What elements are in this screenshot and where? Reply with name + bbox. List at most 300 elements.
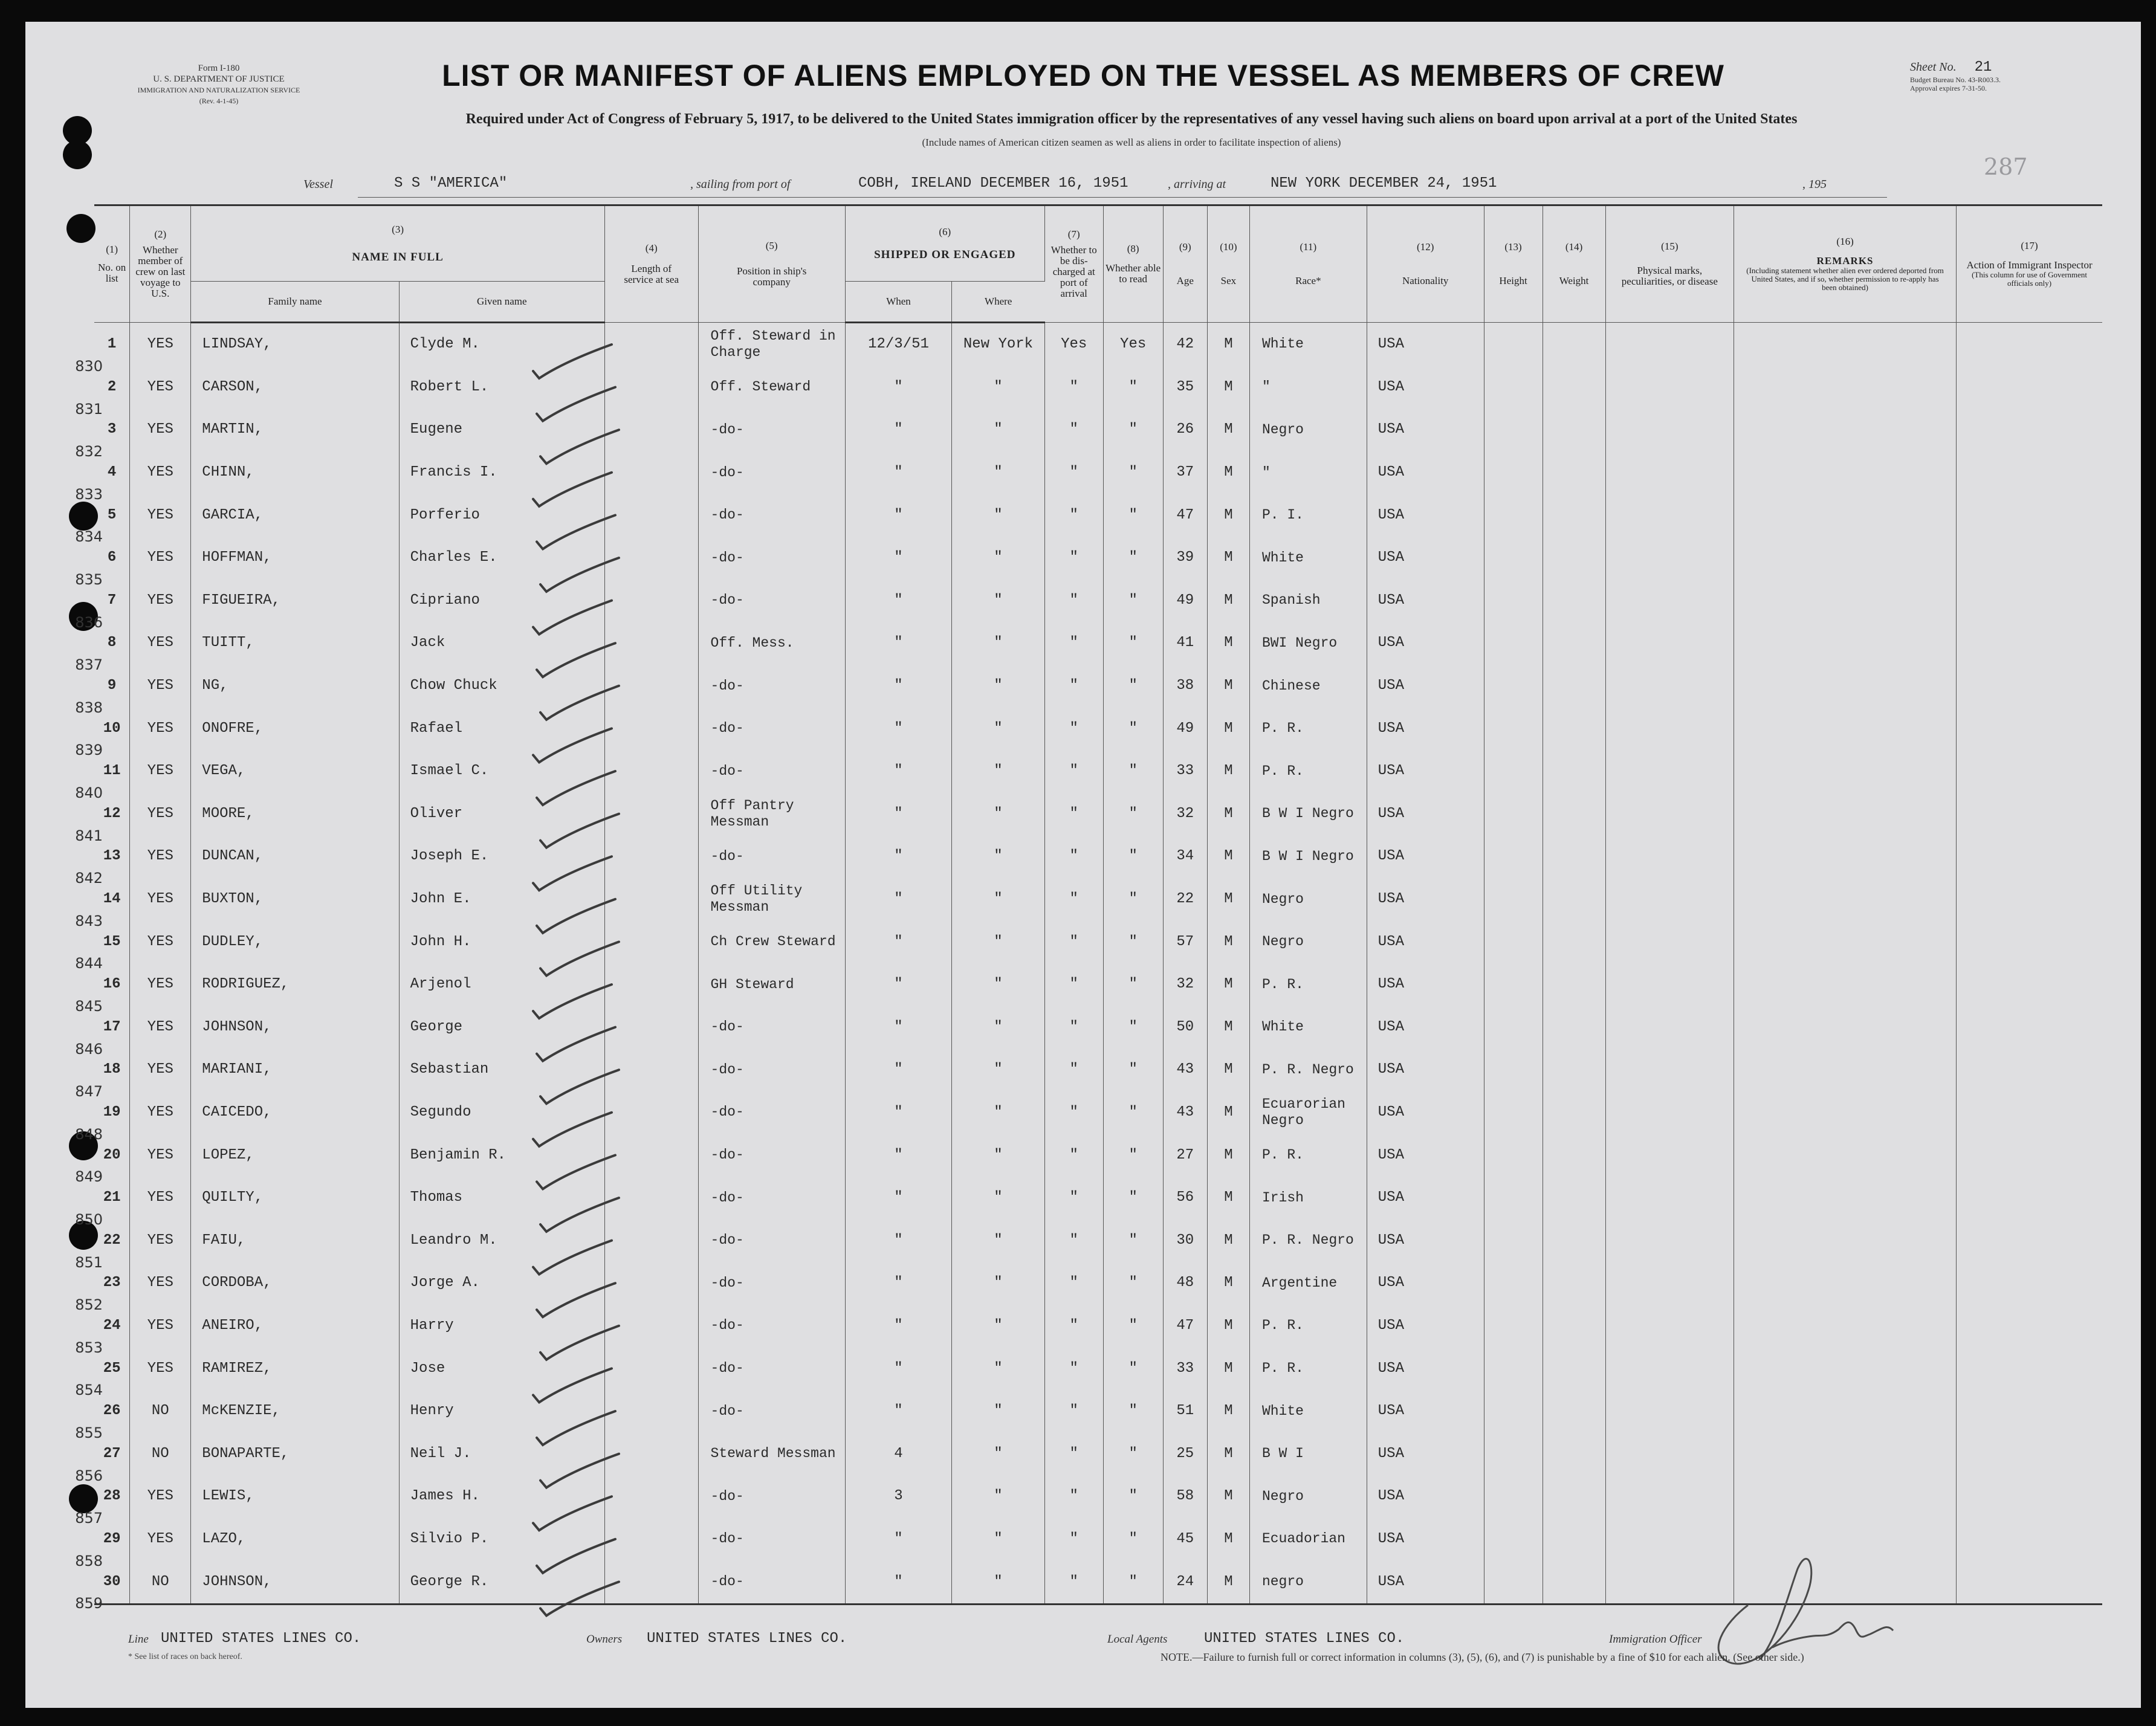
row-number: 16 [94, 963, 130, 1006]
family-name-cell: CARSON, [191, 366, 399, 409]
position-cell: -do- [698, 1475, 845, 1518]
age-cell: 43 [1163, 1091, 1207, 1134]
check-mark [540, 814, 619, 848]
margin-line-number: 858 [75, 1552, 103, 1569]
sex-cell: M [1207, 622, 1249, 665]
age-cell: 47 [1163, 1305, 1207, 1348]
family-name-cell: JOHNSON, [191, 1560, 399, 1604]
where-cell: " [952, 1049, 1045, 1091]
col-label: Nationality [1402, 275, 1449, 286]
discharged-cell: " [1044, 537, 1103, 580]
sex-cell: M [1207, 1390, 1249, 1433]
where-cell: " [952, 1560, 1045, 1604]
header-when: When [845, 282, 951, 323]
read-cell: " [1103, 1219, 1163, 1262]
margin-line-number: 842 [75, 870, 103, 887]
given-name-cell: Robert L. [399, 366, 604, 409]
position-cell: -do- [698, 409, 845, 451]
given-name-cell: Joseph E. [399, 835, 604, 878]
family-name-cell: LEWIS, [191, 1475, 399, 1518]
last-voyage-cell: YES [130, 835, 191, 878]
line-label: Line [128, 1633, 149, 1646]
given-name-cell: Cipriano [399, 580, 604, 622]
margin-line-number: 857 [75, 1510, 103, 1527]
sex-cell: M [1207, 1219, 1249, 1262]
position-cell: -do- [698, 494, 845, 537]
margin-line-number: 845 [75, 998, 103, 1015]
sex-cell: M [1207, 1432, 1249, 1475]
row-number: 13 [94, 835, 130, 878]
margin-line-number: 859 [75, 1595, 103, 1612]
read-cell: Yes [1103, 323, 1163, 366]
where-cell: " [952, 835, 1045, 878]
given-name-cell: John E. [399, 878, 604, 921]
last-voyage-cell: NO [130, 1560, 191, 1604]
check-mark [533, 1241, 612, 1275]
family-name-cell: McKENZIE, [191, 1390, 399, 1433]
when-cell: 12/3/51 [845, 323, 951, 366]
discharged-cell: " [1044, 1134, 1103, 1177]
officer-label: Immigration Officer [1609, 1633, 1702, 1646]
given-name-cell: Sebastian [399, 1049, 604, 1091]
family-name-cell: QUILTY, [191, 1177, 399, 1220]
given-name-cell: Oliver [399, 793, 604, 836]
nationality-cell: USA [1367, 1177, 1484, 1220]
check-mark [533, 1113, 612, 1146]
sex-cell: M [1207, 1049, 1249, 1091]
form-rev: (Rev. 4-1-45) [199, 97, 239, 105]
where-cell: New York [952, 323, 1045, 366]
last-voyage-cell: YES [130, 1475, 191, 1518]
discharged-cell: " [1044, 1347, 1103, 1390]
last-voyage-cell: YES [130, 1134, 191, 1177]
race-cell: P. I. [1249, 494, 1367, 537]
margin-line-number: 835 [75, 571, 103, 588]
race-cell: " [1249, 451, 1367, 494]
margin-line-number: 850 [75, 1211, 103, 1228]
age-cell: 25 [1163, 1432, 1207, 1475]
family-name-cell: ONOFRE, [191, 707, 399, 750]
where-cell: " [952, 1475, 1045, 1518]
when-cell: " [845, 963, 951, 1006]
age-cell: 38 [1163, 665, 1207, 708]
given-name-cell: Ismael C. [399, 750, 604, 793]
when-cell: " [845, 1305, 951, 1348]
age-cell: 43 [1163, 1049, 1207, 1091]
read-cell: " [1103, 494, 1163, 537]
position-cell: Off Utility Messman [698, 878, 845, 921]
read-cell: " [1103, 1432, 1163, 1475]
read-cell: " [1103, 1006, 1163, 1049]
sailing-from: COBH, IRELAND DECEMBER 16, 1951 [858, 175, 1128, 192]
check-mark [540, 430, 619, 464]
col-label: Whether able to read [1106, 262, 1161, 285]
row-number: 8 [94, 622, 130, 665]
given-name-cell: Henry [399, 1390, 604, 1433]
approval-expires: Approval expires 7-31-50. [1910, 84, 1987, 92]
race-cell: White [1249, 1006, 1367, 1049]
margin-line-number: 844 [75, 955, 103, 972]
when-cell: " [845, 1049, 951, 1091]
nationality-cell: USA [1367, 409, 1484, 451]
row-number: 17 [94, 1006, 130, 1049]
position-cell: -do- [698, 1219, 845, 1262]
given-name-cell: Leandro M. [399, 1219, 604, 1262]
where-cell: " [952, 1177, 1045, 1220]
family-name-cell: DUDLEY, [191, 920, 399, 963]
row-number: 29 [94, 1518, 130, 1561]
row-number: 12 [94, 793, 130, 836]
family-name-cell: TUITT, [191, 622, 399, 665]
nationality-cell: USA [1367, 494, 1484, 537]
owners-value: UNITED STATES LINES CO. [647, 1631, 847, 1647]
race-cell: Negro [1249, 878, 1367, 921]
col-sublabel: (Including statement whether alien ever ordered deported from United States, and if so, whether permission to re-apply has been obtained) [1746, 266, 1944, 292]
nationality-cell: USA [1367, 707, 1484, 750]
nationality-cell: USA [1367, 793, 1484, 836]
age-cell: 49 [1163, 707, 1207, 750]
col-label: Height [1499, 275, 1527, 286]
nationality-cell: USA [1367, 537, 1484, 580]
margin-line-number: 856 [75, 1467, 103, 1484]
discharged-cell: " [1044, 707, 1103, 750]
sex-cell: M [1207, 1347, 1249, 1390]
read-cell: " [1103, 1518, 1163, 1561]
family-name-cell: BUXTON, [191, 878, 399, 921]
col-num: (9) [1179, 241, 1191, 253]
race-cell: Chinese [1249, 665, 1367, 708]
nationality-cell: USA [1367, 1347, 1484, 1390]
last-voyage-cell: YES [130, 707, 191, 750]
position-cell: Off. Mess. [698, 622, 845, 665]
col-num: (4) [645, 242, 658, 254]
last-voyage-cell: YES [130, 878, 191, 921]
age-cell: 32 [1163, 793, 1207, 836]
nationality-cell: USA [1367, 366, 1484, 409]
sex-cell: M [1207, 1518, 1249, 1561]
when-cell: " [845, 1390, 951, 1433]
nationality-cell: USA [1367, 580, 1484, 622]
read-cell: " [1103, 622, 1163, 665]
last-voyage-cell: YES [130, 537, 191, 580]
position-cell: Off. Steward in Charge [698, 323, 845, 366]
where-cell: " [952, 366, 1045, 409]
age-cell: 41 [1163, 622, 1207, 665]
race-cell: White [1249, 323, 1367, 366]
nationality-cell: USA [1367, 451, 1484, 494]
family-name-cell: JOHNSON, [191, 1006, 399, 1049]
family-name-cell: NG, [191, 665, 399, 708]
margin-line-number: 838 [75, 699, 103, 716]
check-mark [537, 1539, 615, 1573]
family-name-cell: CAICEDO, [191, 1091, 399, 1134]
age-cell: 42 [1163, 323, 1207, 366]
last-voyage-cell: YES [130, 665, 191, 708]
stamp-number: 287 [1984, 154, 2028, 180]
row-number: 27 [94, 1432, 130, 1475]
sex-cell: M [1207, 1006, 1249, 1049]
where-cell: " [952, 1390, 1045, 1433]
line-value: UNITED STATES LINES CO. [161, 1631, 361, 1647]
when-cell: " [845, 835, 951, 878]
age-cell: 39 [1163, 537, 1207, 580]
nationality-cell: USA [1367, 963, 1484, 1006]
read-cell: " [1103, 920, 1163, 963]
sex-cell: M [1207, 1305, 1249, 1348]
col-num: (6) [939, 226, 951, 238]
check-mark [540, 1198, 619, 1232]
year-suffix: , 195 [1802, 178, 1827, 191]
row-number: 6 [94, 537, 130, 580]
margin-line-number: 841 [75, 827, 103, 844]
position-cell: -do- [698, 750, 845, 793]
discharged-cell: " [1044, 366, 1103, 409]
col-label: Whether member of crew on last voyage to U.S. [135, 244, 186, 299]
check-mark [533, 728, 612, 762]
check-mark [540, 686, 619, 720]
margin-line-number: 839 [75, 742, 103, 759]
col-label: Position in ship's company [736, 265, 807, 288]
last-voyage-cell: YES [130, 1049, 191, 1091]
position-cell: GH Steward [698, 963, 845, 1006]
sex-cell: M [1207, 878, 1249, 921]
position-cell: Steward Messman [698, 1432, 845, 1475]
where-cell: " [952, 622, 1045, 665]
sex-cell: M [1207, 1091, 1249, 1134]
col-label: Sex [1220, 275, 1237, 286]
given-name-cell: George [399, 1006, 604, 1049]
margin-line-number: 854 [75, 1382, 103, 1399]
row-number: 15 [94, 920, 130, 963]
position-cell: -do- [698, 451, 845, 494]
last-voyage-cell: YES [130, 1006, 191, 1049]
race-cell: Ecuarorian Negro [1249, 1091, 1367, 1134]
discharged-cell: " [1044, 494, 1103, 537]
family-name-cell: CORDOBA, [191, 1262, 399, 1305]
row-number: 20 [94, 1134, 130, 1177]
owners-label: Owners [586, 1633, 623, 1646]
margin-line-number: 848 [75, 1125, 103, 1143]
discharged-cell: " [1044, 580, 1103, 622]
discharged-cell: " [1044, 1560, 1103, 1604]
family-name-cell: ANEIRO, [191, 1305, 399, 1348]
position-cell: -do- [698, 1390, 845, 1433]
sex-cell: M [1207, 366, 1249, 409]
row-number: 14 [94, 878, 130, 921]
race-cell: Argentine [1249, 1262, 1367, 1305]
last-voyage-cell: YES [130, 1305, 191, 1348]
check-mark [533, 601, 612, 635]
sex-cell: M [1207, 323, 1249, 366]
read-cell: " [1103, 451, 1163, 494]
read-cell: " [1103, 1262, 1163, 1305]
given-name-cell: Arjenol [399, 963, 604, 1006]
sex-cell: M [1207, 494, 1249, 537]
read-cell: " [1103, 963, 1163, 1006]
age-cell: 35 [1163, 366, 1207, 409]
given-name-cell: Clyde M. [399, 323, 604, 366]
position-cell: -do- [698, 580, 845, 622]
last-voyage-cell: YES [130, 963, 191, 1006]
when-cell: 3 [845, 1475, 951, 1518]
discharged-cell: " [1044, 793, 1103, 836]
margin-line-number: 851 [75, 1253, 103, 1271]
read-cell: " [1103, 835, 1163, 878]
sex-cell: M [1207, 750, 1249, 793]
header-family-name: Family name [191, 282, 399, 323]
check-mark [537, 771, 615, 805]
check-mark [533, 473, 612, 506]
discharged-cell: " [1044, 1518, 1103, 1561]
form-service: IMMIGRATION AND NATURALIZATION SERVICE [137, 86, 300, 94]
age-cell: 57 [1163, 920, 1207, 963]
sex-cell: M [1207, 920, 1249, 963]
discharged-cell: " [1044, 622, 1103, 665]
col-num: (11) [1300, 241, 1317, 253]
given-name-cell: Charles E. [399, 537, 604, 580]
where-cell: " [952, 1262, 1045, 1305]
vessel-label: Vessel [303, 178, 333, 191]
page-subnote: (Include names of American citizen seamen as well as aliens in order to facilitate inspection of aliens) [922, 137, 1341, 148]
read-cell: " [1103, 1091, 1163, 1134]
race-cell: P. R. [1249, 1347, 1367, 1390]
read-cell: " [1103, 665, 1163, 708]
family-name-cell: DUNCAN, [191, 835, 399, 878]
age-cell: 58 [1163, 1475, 1207, 1518]
last-voyage-cell: YES [130, 1262, 191, 1305]
given-name-cell: Rafael [399, 707, 604, 750]
races-footnote: * See list of races on back hereof. [128, 1652, 242, 1661]
position-cell: Ch Crew Steward [698, 920, 845, 963]
check-mark [537, 1027, 615, 1061]
given-name-cell: Chow Chuck [399, 665, 604, 708]
where-cell: " [952, 1347, 1045, 1390]
where-cell: " [952, 750, 1045, 793]
family-name-cell: VEGA, [191, 750, 399, 793]
last-voyage-cell: YES [130, 793, 191, 836]
margin-line-number: 852 [75, 1296, 103, 1314]
sailing-label: , sailing from port of [690, 178, 791, 191]
where-cell: " [952, 494, 1045, 537]
row-number: 26 [94, 1390, 130, 1433]
footer [98, 1631, 2105, 1667]
col-label: SHIPPED OR ENGAGED [874, 248, 1016, 261]
race-cell: Ecuadorian [1249, 1518, 1367, 1561]
where-cell: " [952, 537, 1045, 580]
when-cell: " [845, 1091, 951, 1134]
race-cell: P. R. [1249, 1134, 1367, 1177]
family-name-cell: CHINN, [191, 451, 399, 494]
read-cell: " [1103, 1177, 1163, 1220]
header-where: Where [952, 282, 1045, 323]
last-voyage-cell: YES [130, 366, 191, 409]
read-cell: " [1103, 1347, 1163, 1390]
check-mark [537, 1411, 615, 1445]
row-number: 2 [94, 366, 130, 409]
given-name-cell: Harry [399, 1305, 604, 1348]
race-cell: Negro [1249, 1475, 1367, 1518]
discharged-cell: Yes [1044, 323, 1103, 366]
age-cell: 50 [1163, 1006, 1207, 1049]
sex-cell: M [1207, 580, 1249, 622]
age-cell: 30 [1163, 1219, 1207, 1262]
sex-cell: M [1207, 451, 1249, 494]
margin-line-number: 830 [75, 358, 103, 375]
last-voyage-cell: YES [130, 1347, 191, 1390]
age-cell: 33 [1163, 1347, 1207, 1390]
penalty-note: NOTE.—Failure to furnish full or correct information in columns (3), (5), (6), and (7) is punishable by a fine of $10 for each alien. (See other side.) [1161, 1651, 1804, 1663]
discharged-cell: " [1044, 1006, 1103, 1049]
col-num: (7) [1067, 228, 1080, 240]
race-cell: P. R. Negro [1249, 1219, 1367, 1262]
col-label: REMARKS [1816, 255, 1874, 267]
given-name-cell: John H. [399, 920, 604, 963]
row-number: 30 [94, 1560, 130, 1604]
when-cell: " [845, 707, 951, 750]
race-cell: Spanish [1249, 580, 1367, 622]
family-name-cell: FAIU, [191, 1219, 399, 1262]
check-mark [537, 515, 615, 549]
when-cell: " [845, 494, 951, 537]
given-name-cell: Francis I. [399, 451, 604, 494]
discharged-cell: " [1044, 835, 1103, 878]
race-cell: BWI Negro [1249, 622, 1367, 665]
race-cell: P. R. [1249, 1305, 1367, 1348]
read-cell: " [1103, 750, 1163, 793]
where-cell: " [952, 451, 1045, 494]
where-cell: " [952, 1219, 1045, 1262]
where-cell: " [952, 1518, 1045, 1561]
race-cell: B W I Negro [1249, 793, 1367, 836]
sex-cell: M [1207, 963, 1249, 1006]
where-cell: " [952, 665, 1045, 708]
last-voyage-cell: YES [130, 622, 191, 665]
when-cell: " [845, 1177, 951, 1220]
col-label: NAME IN FULL [352, 251, 444, 263]
sex-cell: M [1207, 409, 1249, 451]
row-number: 19 [94, 1091, 130, 1134]
nationality-cell: USA [1367, 1390, 1484, 1433]
nationality-cell: USA [1367, 750, 1484, 793]
arriving-at: NEW YORK DECEMBER 24, 1951 [1271, 175, 1497, 192]
sex-cell: M [1207, 707, 1249, 750]
race-cell: " [1249, 366, 1367, 409]
family-name-cell: MARTIN, [191, 409, 399, 451]
discharged-cell: " [1044, 665, 1103, 708]
row-number: 28 [94, 1475, 130, 1518]
nationality-cell: USA [1367, 1091, 1484, 1134]
position-cell: -do- [698, 1347, 845, 1390]
position-cell: Off. Steward [698, 366, 845, 409]
row-number: 25 [94, 1347, 130, 1390]
given-name-cell: George R. [399, 1560, 604, 1604]
margin-line-number: 855 [75, 1424, 103, 1441]
read-cell: " [1103, 1560, 1163, 1604]
when-cell: " [845, 622, 951, 665]
nationality-cell: USA [1367, 1475, 1484, 1518]
budget-bureau: Budget Bureau No. 43-R003.3. [1910, 76, 2001, 84]
page-title: LIST OR MANIFEST OF ALIENS EMPLOYED ON THE VESSEL AS MEMBERS OF CREW [442, 59, 1724, 92]
discharged-cell: " [1044, 1177, 1103, 1220]
family-name-cell: RAMIREZ, [191, 1347, 399, 1390]
check-mark [533, 344, 612, 378]
check-mark [537, 643, 615, 677]
discharged-cell: " [1044, 1475, 1103, 1518]
last-voyage-cell: YES [130, 451, 191, 494]
position-cell: -do- [698, 1091, 845, 1134]
age-cell: 33 [1163, 750, 1207, 793]
header-given-name: Given name [399, 282, 604, 323]
